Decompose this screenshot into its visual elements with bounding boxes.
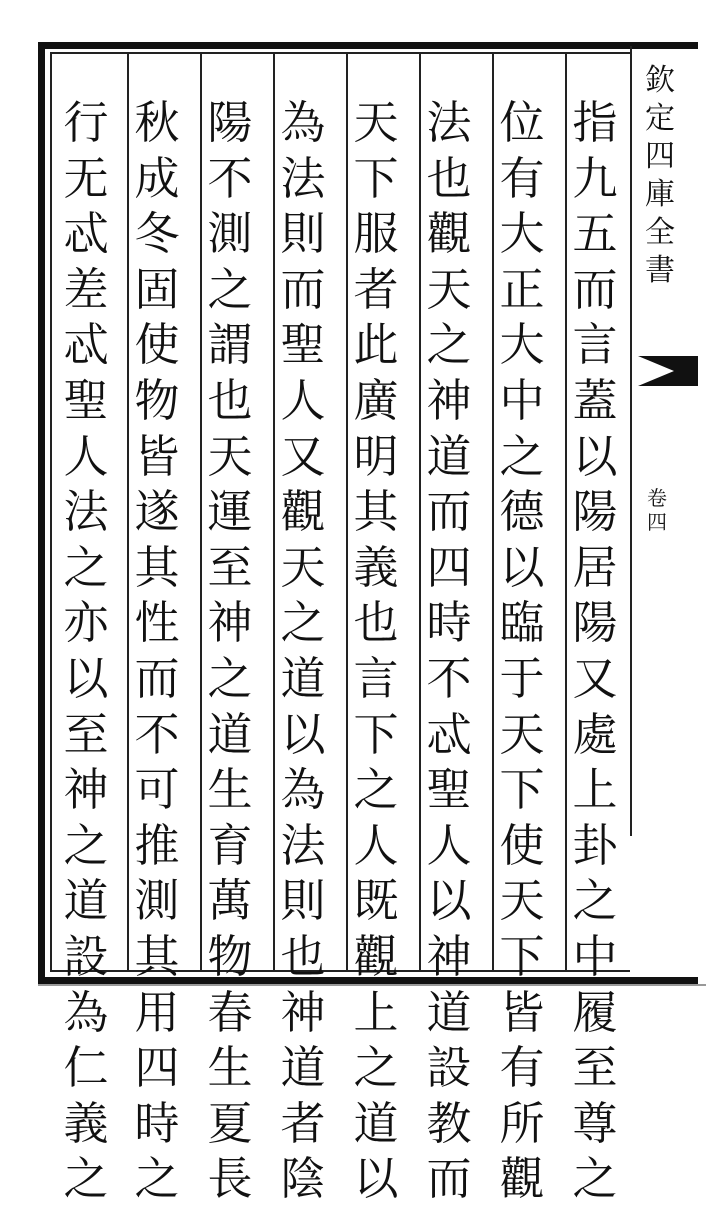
character: 春 (207, 985, 253, 1039)
page-banner (630, 46, 706, 976)
book-title (640, 62, 680, 290)
character: 忒 (63, 318, 109, 372)
character: 下 (499, 929, 545, 983)
character: 使 (499, 818, 545, 872)
character: 天 (499, 707, 545, 761)
character: 陽 (572, 596, 618, 650)
text-column-2 (491, 95, 553, 1207)
character: 人 (353, 818, 399, 872)
character: 九 (572, 151, 618, 205)
character: 之 (207, 651, 253, 705)
character: 而 (572, 262, 618, 316)
character: 之 (353, 763, 399, 817)
character: 聖 (280, 318, 326, 372)
character: 中 (572, 929, 618, 983)
character: 其 (134, 540, 180, 594)
character: 遂 (134, 485, 180, 539)
character: 義 (353, 540, 399, 594)
character: 上 (353, 985, 399, 1039)
character: 以 (353, 1152, 399, 1206)
character: 上 (572, 763, 618, 817)
character: 則 (280, 207, 326, 261)
character: 之 (572, 1152, 618, 1206)
character: 聖 (63, 373, 109, 427)
character: 道 (280, 1041, 326, 1095)
character: 觀 (353, 929, 399, 983)
character: 生 (207, 1041, 253, 1095)
character: 有 (499, 151, 545, 205)
character: 至 (572, 1041, 618, 1095)
character: 位 (499, 96, 545, 149)
character: 差 (63, 262, 109, 316)
character: 以 (572, 429, 618, 483)
character: 天 (426, 262, 472, 316)
character: 中 (499, 373, 545, 427)
character: 道 (426, 429, 472, 483)
character: 成 (134, 151, 180, 205)
character: 以 (280, 707, 326, 761)
character: 不 (207, 151, 253, 205)
character: 則 (280, 874, 326, 928)
character: 以 (63, 651, 109, 705)
character: 四 (645, 139, 675, 174)
character: 卦 (572, 818, 618, 872)
character: 運 (207, 485, 253, 539)
character: 也 (280, 929, 326, 983)
character: 之 (63, 540, 109, 594)
character: 尊 (572, 1096, 618, 1150)
character: 天 (353, 96, 399, 149)
text-column-6 (199, 95, 261, 1207)
character: 物 (207, 929, 253, 983)
character: 處 (572, 707, 618, 761)
character: 神 (426, 373, 472, 427)
character: 時 (426, 596, 472, 650)
character: 為 (63, 985, 109, 1039)
character: 定 (645, 101, 675, 136)
character: 不 (134, 707, 180, 761)
character: 也 (426, 151, 472, 205)
character: 而 (134, 651, 180, 705)
volume-label (642, 486, 672, 534)
character: 所 (499, 1096, 545, 1150)
character: 人 (426, 818, 472, 872)
character: 之 (499, 429, 545, 483)
character: 此 (353, 318, 399, 372)
character: 忒 (426, 707, 472, 761)
character: 其 (353, 485, 399, 539)
character: 不 (426, 651, 472, 705)
text-column-4 (345, 95, 407, 1207)
text-column-3 (418, 95, 480, 1207)
character: 謂 (207, 318, 253, 372)
character: 欽 (645, 63, 675, 98)
character: 神 (207, 596, 253, 650)
character: 道 (353, 1096, 399, 1150)
character: 之 (63, 1152, 109, 1206)
character: 下 (353, 151, 399, 205)
character: 忒 (63, 207, 109, 261)
character: 言 (353, 651, 399, 705)
character: 臨 (499, 596, 545, 650)
character: 德 (499, 485, 545, 539)
character: 亦 (63, 596, 109, 650)
character: 性 (134, 596, 180, 650)
text-column-7 (126, 95, 188, 1207)
character: 之 (353, 1041, 399, 1095)
character: 而 (426, 485, 472, 539)
character: 道 (207, 707, 253, 761)
character: 法 (426, 96, 472, 149)
character: 人 (63, 429, 109, 483)
character: 也 (353, 596, 399, 650)
bottom-edge (38, 984, 706, 986)
character: 神 (426, 929, 472, 983)
character: 至 (63, 707, 109, 761)
character: 之 (134, 1152, 180, 1206)
banner-rule (630, 46, 632, 836)
character: 為 (280, 763, 326, 817)
character: 天 (499, 874, 545, 928)
character: 道 (426, 985, 472, 1039)
character: 道 (280, 651, 326, 705)
character: 而 (280, 262, 326, 316)
character: 神 (63, 763, 109, 817)
character: 之 (572, 874, 618, 928)
character: 廣 (353, 373, 399, 427)
character: 其 (134, 929, 180, 983)
character: 義 (63, 1096, 109, 1150)
character: 居 (572, 540, 618, 594)
fishtail-mark (638, 356, 698, 386)
character: 庫 (645, 177, 675, 212)
character: 服 (353, 207, 399, 261)
character: 陽 (207, 96, 253, 149)
character: 又 (572, 651, 618, 705)
character: 測 (134, 874, 180, 928)
character: 以 (426, 874, 472, 928)
character: 教 (426, 1096, 472, 1150)
character: 无 (63, 151, 109, 205)
character: 至 (207, 540, 253, 594)
character: 可 (134, 763, 180, 817)
character: 之 (280, 596, 326, 650)
character: 道 (63, 874, 109, 928)
character: 長 (207, 1152, 253, 1206)
character: 皆 (134, 429, 180, 483)
text-column-1 (564, 95, 626, 1207)
character: 也 (207, 373, 253, 427)
character: 陽 (572, 485, 618, 539)
character: 法 (280, 818, 326, 872)
text-column-8 (55, 95, 117, 1207)
character: 者 (353, 262, 399, 316)
character: 時 (134, 1096, 180, 1150)
character: 使 (134, 318, 180, 372)
character: 夏 (207, 1096, 253, 1150)
character: 育 (207, 818, 253, 872)
character: 固 (134, 262, 180, 316)
character: 聖 (426, 763, 472, 817)
character: 冬 (134, 207, 180, 261)
character: 之 (63, 818, 109, 872)
character: 設 (63, 929, 109, 983)
character: 行 (63, 96, 109, 149)
character: 天 (280, 540, 326, 594)
character: 言 (572, 318, 618, 372)
character: 觀 (280, 485, 326, 539)
character: 設 (426, 1041, 472, 1095)
character: 正 (499, 262, 545, 316)
character: 推 (134, 818, 180, 872)
character: 為 (280, 96, 326, 149)
character: 用 (134, 985, 180, 1039)
character: 人 (280, 373, 326, 427)
character: 者 (280, 1096, 326, 1150)
character: 明 (353, 429, 399, 483)
character: 卷 (647, 486, 667, 510)
character: 萬 (207, 874, 253, 928)
character: 于 (499, 651, 545, 705)
character: 法 (63, 485, 109, 539)
character: 之 (426, 318, 472, 372)
character: 四 (647, 510, 667, 534)
character: 書 (645, 253, 675, 288)
character: 測 (207, 207, 253, 261)
character: 物 (134, 373, 180, 427)
character: 大 (499, 207, 545, 261)
character: 四 (426, 540, 472, 594)
character: 之 (207, 262, 253, 316)
character: 指 (572, 96, 618, 149)
character: 五 (572, 207, 618, 261)
character: 陰 (280, 1152, 326, 1206)
character: 皆 (499, 985, 545, 1039)
character: 仁 (63, 1041, 109, 1095)
character: 大 (499, 318, 545, 372)
character: 觀 (426, 207, 472, 261)
character: 履 (572, 985, 618, 1039)
character: 觀 (499, 1152, 545, 1206)
character: 全 (645, 215, 675, 250)
character: 四 (134, 1041, 180, 1095)
text-column-5 (272, 95, 334, 1207)
character: 神 (280, 985, 326, 1039)
character: 下 (353, 707, 399, 761)
character: 秋 (134, 96, 180, 149)
character: 而 (426, 1152, 472, 1206)
character: 又 (280, 429, 326, 483)
character: 法 (280, 151, 326, 205)
character: 下 (499, 763, 545, 817)
character: 以 (499, 540, 545, 594)
character: 天 (207, 429, 253, 483)
character: 生 (207, 763, 253, 817)
character: 既 (353, 874, 399, 928)
character: 蓋 (572, 373, 618, 427)
character: 有 (499, 1041, 545, 1095)
